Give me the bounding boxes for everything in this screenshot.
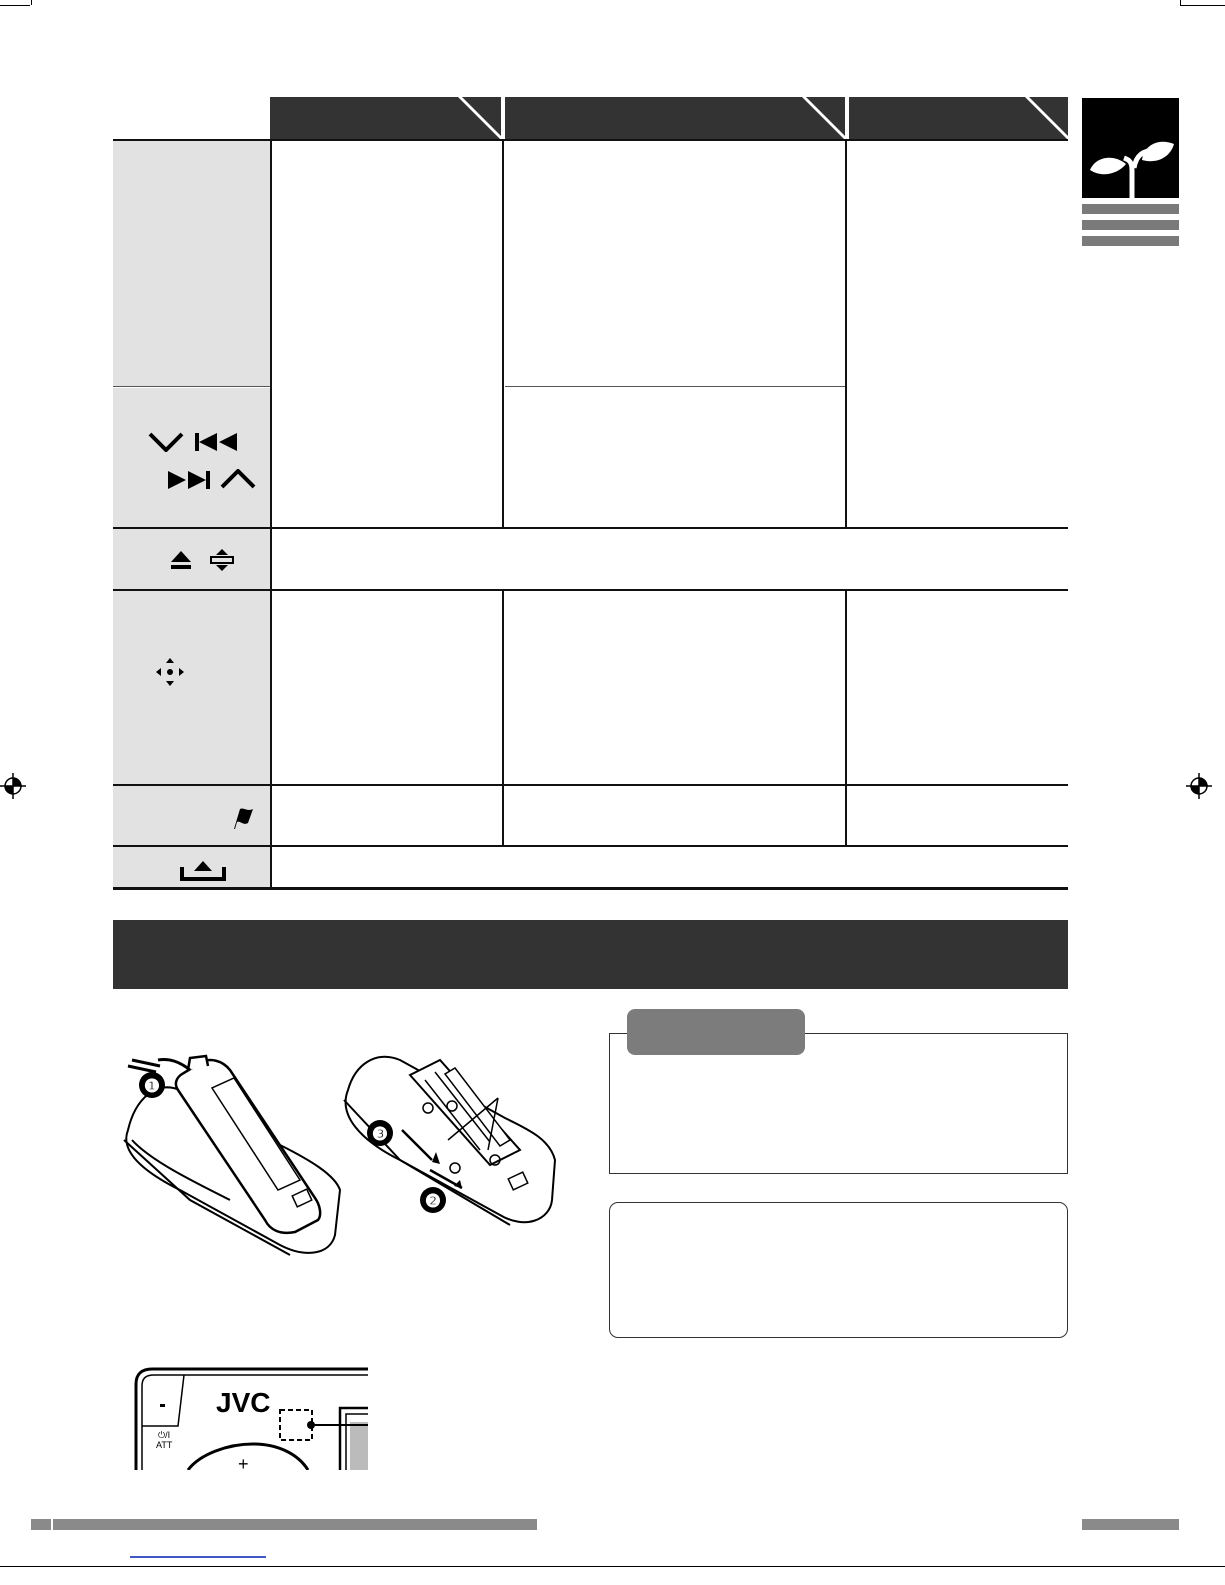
down-chevron-icon <box>148 432 184 452</box>
att-label: ATT <box>156 1440 173 1450</box>
table-rule <box>502 140 504 529</box>
row-head-4 <box>113 591 270 784</box>
table-rule <box>845 140 847 529</box>
table-rule <box>113 139 1068 141</box>
power-label: ⏻/I <box>158 1430 171 1440</box>
side-stripe <box>1082 204 1179 214</box>
registration-mark-icon <box>0 773 26 799</box>
table-rule <box>113 386 270 387</box>
remote-battery-illustration <box>110 1040 570 1265</box>
footer-link-underline[interactable] <box>130 1556 266 1558</box>
table-header-col-1 <box>270 97 501 140</box>
front-panel-illustration <box>128 1366 398 1470</box>
table-rule <box>113 845 1068 847</box>
side-stripe <box>1082 220 1179 230</box>
table-rule <box>845 591 847 846</box>
info-note-box <box>609 1202 1068 1338</box>
footer-bar <box>1082 1519 1179 1530</box>
svg-text:+: + <box>238 1454 249 1470</box>
table-header-col-2 <box>505 97 845 140</box>
up-chevron-icon <box>220 469 256 489</box>
crop-mark <box>0 5 30 6</box>
table-rule <box>113 887 1068 890</box>
table-rule <box>113 784 1068 786</box>
caution-note-tab <box>627 1009 805 1055</box>
table-header-col-3 <box>849 97 1068 140</box>
table-rule <box>505 386 847 387</box>
crop-mark <box>1180 0 1181 5</box>
skip-back-icon <box>193 432 239 452</box>
slot-eject-icon <box>209 548 235 572</box>
table-rule <box>113 589 1068 591</box>
skip-forward-icon <box>166 470 212 490</box>
table-rule <box>270 140 272 889</box>
sprout-logo-icon <box>1082 98 1179 198</box>
jvc-logo: JVC <box>216 1387 271 1418</box>
flag-icon <box>231 806 255 830</box>
registration-mark-icon <box>1186 773 1212 799</box>
step-3-marker: ❸ <box>371 1124 389 1144</box>
four-way-cursor-icon <box>155 657 185 687</box>
table-rule <box>502 591 504 846</box>
crop-mark <box>31 0 32 5</box>
footer-bar <box>31 1519 51 1530</box>
footer-bar <box>53 1519 537 1530</box>
crop-mark <box>0 1566 1225 1567</box>
eject-icon <box>170 550 192 570</box>
detach-panel-icon <box>180 859 226 881</box>
section-title-bar <box>113 920 1068 989</box>
crop-mark <box>1180 5 1225 6</box>
side-stripe <box>1082 236 1179 246</box>
table-rule <box>113 527 1068 529</box>
step-2-marker: ❷ <box>424 1191 442 1211</box>
step-1-marker: ❶ <box>143 1076 161 1096</box>
row-head-1 <box>113 140 270 386</box>
function-table <box>113 97 1068 891</box>
row-head-2 <box>113 388 270 527</box>
